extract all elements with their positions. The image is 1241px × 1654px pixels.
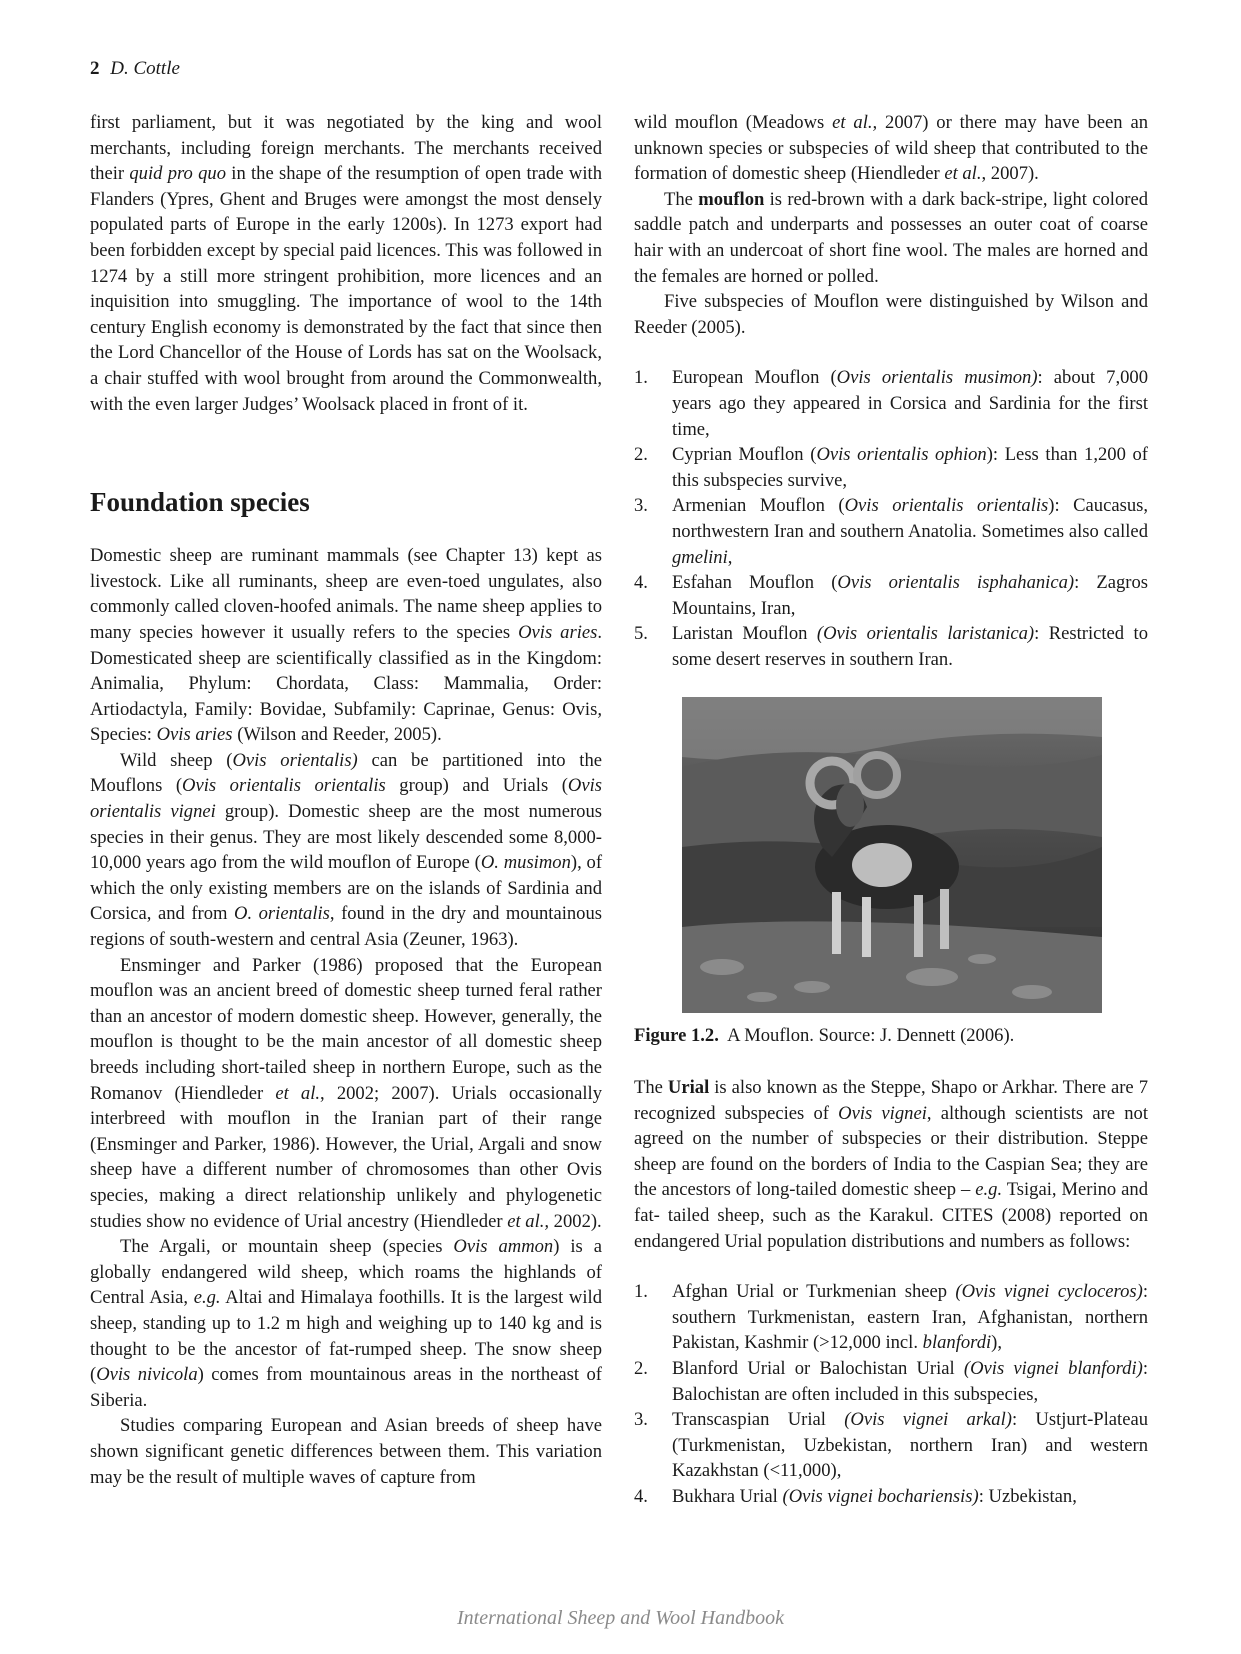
list-item-number: 1. [634, 1281, 648, 1303]
italic-run: Ovis aries [156, 724, 233, 746]
italic-run: O. musimon [480, 852, 571, 874]
italic-run: Ovis orientalis isphahanica) [837, 572, 1075, 594]
text-run: is red-brown with a dark back-stripe, light colored saddle patch and underparts and possesses an outer coat of coarse hair with an undercoat of short fine wool. The males are horned and the females are horned or polled. [634, 188, 1148, 287]
text-run: Studies comparing European and Asian breeds of sheep have shown significant genetic differences between them. This variation may be the result of multiple waves of capture from [90, 1415, 602, 1488]
italic-run: Ovis orientalis vignei [90, 775, 603, 823]
paragraph [634, 289, 1148, 340]
text-run: The [634, 1077, 668, 1099]
text-run: The Argali, or mountain sheep (species [120, 1236, 454, 1258]
italic-run: Ovis orientalis) [232, 749, 358, 771]
paragraph [90, 1413, 602, 1490]
text-run: in the shape of the resumption of open trade with Flanders (Ypres, Ghent and Bruges were amongst the most densely populated parts of Europe in the early 1200s). In 1273 export had been forbidden except by special paid licences. This was followed in 1274 by a still more stringent prohibition, more licences and an inquisition into smuggling. The importance of wool to the 14th century English economy is demonstrated by the fact that since then the Lord Chancellor of the House of Lords has sat on the Woolsack, a chair stuffed with wool brought from around the Commonwealth, with the even larger Judges’ Woolsack placed in front of it. [90, 163, 602, 415]
text-run: Esfahan Mouflon ( [672, 572, 838, 594]
italic-run: Ovis orientalis orientalis [844, 495, 1049, 517]
text-run: first parliament, but it was negotiated by the king and wool merchants, including foreign merchants. The merchants received their [90, 112, 602, 185]
right-column [634, 110, 1148, 1510]
text-run: European Mouflon ( [672, 367, 837, 389]
paragraph [90, 748, 602, 953]
italic-run: Ovis orientalis ophion [816, 444, 987, 466]
text-run: Species: [90, 724, 157, 746]
text-run: Laristan Mouflon [672, 623, 817, 645]
left-column [90, 110, 602, 1490]
list-item-text [672, 1358, 1148, 1405]
italic-run: , [597, 698, 602, 720]
text-run: 2007) or there may have been an unknown species or subspecies of wild sheep that contributed to the formation of domestic sheep (Hiendleder [634, 112, 1148, 185]
text-run: , 2007). [981, 163, 1039, 185]
list-item-number: 5. [634, 623, 648, 645]
text-run: Blanford Urial or Balochistan Urial [672, 1358, 964, 1379]
text-run: can be partitioned into the Mouflons ( [90, 749, 602, 797]
text-run: Ensminger and Parker (1986) proposed that the European mouflon was an ancient breed of domestic sheep turned feral rather than an ancestor of modern domestic sheep. However, generally, the mouflon is thought to be the main ancestor of all domestic sheep breeds including short-tailed sheep in northern Europe, such as the Romanov (Hiendleder [90, 954, 602, 1104]
list-item-number: 3. [634, 495, 648, 517]
bold-run: mouflon [698, 188, 765, 210]
list-item-text [672, 1281, 1148, 1353]
italic-run: Ovis vignei [838, 1102, 927, 1124]
text-run: : southern Turkmenistan, eastern Iran, Afghanistan, northern Pakistan, Kashmir (>12,000 incl. [672, 1281, 1148, 1354]
italic-run: Ovis aries [518, 621, 598, 643]
italic-run: (Ovis vignei bochariensis) [782, 1485, 979, 1507]
bold-run: Urial [667, 1077, 710, 1099]
text-run: Transcaspian Urial [672, 1409, 845, 1431]
running-head [90, 58, 180, 80]
italic-run: et al., [507, 1210, 550, 1232]
list-item-number: 3. [634, 1409, 648, 1431]
text-run: , 2002; 2007). Urials occasionally interbreed with mouflon in the Iranian part of their range (Ensminger and Parker, 1986). However, the Urial, Argali and snow sheep have a different number of chromosomes than other Ovis species, making a direct relationship unlikely and phylogenetic studies show no evidence of Urial ancestry (Hiendleder [90, 1082, 602, 1232]
list-item [634, 1279, 1148, 1356]
list-item [634, 442, 1148, 493]
figure-caption-text: A Mouflon. Source: J. Dennett (2006). [727, 1025, 1015, 1047]
list-item [634, 493, 1148, 570]
italic-run: (Ovis vignei blanfordi) [963, 1358, 1143, 1379]
text-run: group) and Urials ( [385, 775, 568, 797]
italic-run: e.g. [975, 1179, 1003, 1201]
paragraph [634, 110, 1148, 187]
list-item-number: 4. [634, 1485, 648, 1507]
list-item [634, 1407, 1148, 1484]
text-run: ): Caucasus, northwestern Iran and southern Anatolia. Sometimes also called [672, 495, 1148, 542]
paragraph [634, 187, 1148, 289]
italic-run: Ovis nivicola [96, 1364, 198, 1386]
list-item-number: 1. [634, 367, 648, 389]
list-item-text [672, 495, 1148, 567]
figure-caption [634, 1023, 1148, 1049]
italic-run: Ovis orientalis orientalis [182, 775, 386, 797]
text-run: ), [991, 1332, 1003, 1354]
italic-run: et al. [944, 163, 982, 185]
text-run: (Wilson and Reeder, 2005). [232, 724, 442, 746]
text-run: Afghan Urial or Turkmenian sheep [672, 1281, 956, 1303]
page-number: 2 [90, 58, 100, 79]
text-run: Cyprian Mouflon ( [672, 444, 817, 466]
text-run: Domestic sheep are ruminant mammals (see Chapter 13) kept as livestock. Like all ruminants, sheep are even-toed ungulates, also commonly called cloven-hoofed animals. The name sheep applies to many species however it usually refers to the species [90, 545, 602, 643]
text-run: wild mouflon (Meadows [634, 112, 833, 133]
italic-run: gmelini [672, 546, 728, 568]
text-run: . Domesticated sheep are scientifically classified as in the Kingdom: Animalia, Phylum: Chordata, Class: Mammalia, Order: Artiodactyla, Family: Bovidae, Subfamily: Caprinae, Genus: Ovis [90, 621, 603, 720]
text-run: is also known as the Steppe, Shapo or Arkhar. There are 7 recognized subspecies of [634, 1077, 1148, 1124]
italic-run: et al., [832, 112, 878, 133]
list-item-text [672, 623, 1148, 670]
list-item-number: 2. [634, 444, 648, 466]
italic-run: O. orientalis [234, 903, 330, 925]
figure-label: Figure 1.2. [634, 1025, 719, 1047]
text-run: : Ustjurt-Plateau (Turkmenistan, Uzbekistan, northern Iran) and western Kazakhstan (<11,000), [672, 1409, 1148, 1482]
text-run: ) is a globally endangered wild sheep, which roams the highlands of Central Asia, [90, 1236, 602, 1309]
list-item-text [672, 572, 1148, 619]
text-run: ): Less than 1,200 of this subspecies survive, [672, 444, 1149, 491]
italic-run: e.g. [193, 1287, 221, 1309]
text-run: : Zagros Mountains, Iran, [672, 572, 1148, 619]
list-item-text [672, 1409, 1148, 1481]
paragraph [90, 543, 602, 748]
footer-title: International Sheep and Wool Handbook [456, 1607, 784, 1629]
list-item [634, 621, 1148, 672]
italic-run: (Ovis vignei cycloceros) [955, 1281, 1143, 1303]
text-run: : Uzbekistan, [978, 1485, 1077, 1507]
list-item [634, 365, 1148, 442]
italic-run: Ovis ammon [453, 1236, 554, 1258]
text-run: : Balochistan are often included in this subspecies, [672, 1358, 1148, 1405]
paragraph [634, 1075, 1148, 1254]
urial-subspecies-list [634, 1279, 1148, 1509]
list-item [634, 1484, 1148, 1510]
text-run: , although scientists are not agreed on the number of subspecies or their distribution. Steppe sheep are found on the borders of India to the Caspian Sea; they are the ancestors of long-tailed domestic sheep – [634, 1102, 1148, 1201]
italic-run: quid pro quo [129, 163, 226, 185]
author-name: D. Cottle [110, 58, 180, 79]
italic-run: blanfordi [922, 1332, 992, 1354]
list-item-text [672, 444, 1148, 491]
list-item-number: 4. [634, 572, 648, 594]
mouflon-subspecies-list [634, 365, 1148, 672]
mouflon-photo [682, 697, 1102, 1013]
list-item [634, 570, 1148, 621]
paragraph [90, 110, 602, 417]
italic-run: et al. [275, 1082, 321, 1104]
list-item [634, 1356, 1148, 1407]
text-run: Altai and Himalaya foothills. It is the largest wild sheep, standing up to 1.2 m high and weighing up to 140 kg and is thought to be the ancestor of fat-rumped sheep. The snow sheep ( [90, 1287, 602, 1386]
list-item-number: 2. [634, 1358, 648, 1379]
text-run: 2002). [549, 1210, 602, 1232]
text-run: ), of which the only existing members are on the islands of Sardinia and Corsica, and from [90, 852, 603, 925]
italic-run: (Ovis orientalis laristanica) [816, 623, 1035, 645]
text-run: Five subspecies of Mouflon were distinguished by Wilson and Reeder (2005). [634, 291, 1148, 338]
italic-run: Ovis orientalis musimon) [836, 367, 1038, 389]
text-run: Tsigai, Merino and fat- tailed sheep, such as the Karakul. CITES (2008) reported on endangered Urial population distributions and numbers as follows: [634, 1179, 1148, 1252]
text-run: , [727, 546, 733, 568]
text-run: The [664, 188, 699, 210]
text-run: : Restricted to some desert reserves in southern Iran. [672, 623, 1149, 670]
text-run: group). Domestic sheep are the most numerous species in their genus. They are most likely descended some 8,000-10,000 years ago from the wild mouflon of Europe ( [90, 801, 602, 874]
text-run: Armenian Mouflon ( [672, 495, 845, 517]
paragraph [90, 1234, 602, 1413]
text-run: , found in the dry and mountainous regions of south-western and central Asia (Zeuner, 1963). [90, 903, 602, 951]
list-item-text [672, 367, 1148, 439]
text-run: ) comes from mountainous areas in the northeast of Siberia. [90, 1364, 603, 1411]
italic-run: (Ovis vignei arkal) [844, 1409, 1012, 1431]
list-item-text [672, 1486, 1077, 1507]
section-heading: Foundation species [90, 487, 310, 518]
text-run: Bukhara Urial [672, 1485, 783, 1507]
text-run: : about 7,000 years ago they appeared in Corsica and Sardinia for the first time, [672, 367, 1148, 440]
text-run: Wild sheep ( [120, 749, 233, 771]
paragraph [90, 953, 602, 1235]
